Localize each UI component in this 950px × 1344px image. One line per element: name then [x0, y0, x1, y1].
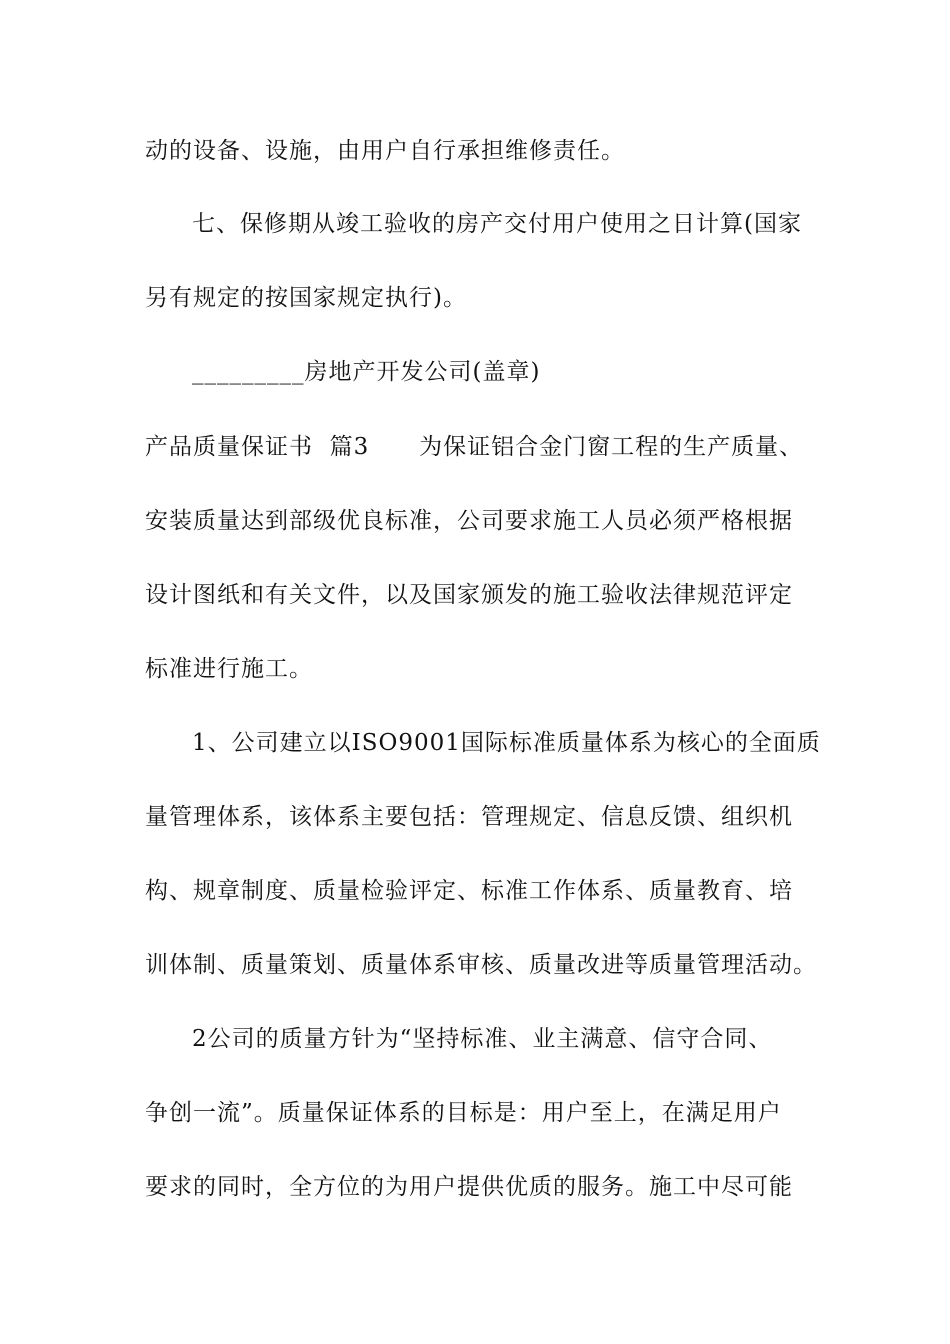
text-line: 争创一流”。质量保证体系的目标是：用户至上，在满足用户 — [145, 1100, 782, 1126]
text-line: 标准进行施工。 — [145, 656, 313, 682]
text-line: 训体制、质量策划、质量体系审核、质量改进等质量管理活动。 — [145, 952, 817, 978]
text-line: 七、保修期从竣工验收的房产交付用户使用之日计算(国家 — [192, 211, 802, 237]
signature-line: _________房地产开发公司(盖章) — [192, 359, 541, 385]
text-line: 2公司的质量方针为“坚持标准、业主满意、信守合同、 — [192, 1026, 773, 1052]
text-line: 另有规定的按国家规定执行)。 — [145, 285, 467, 311]
section-heading-line: 产品质量保证书 篇3 为保证铝合金门窗工程的生产质量、 — [145, 434, 804, 460]
text-line: 设计图纸和有关文件，以及国家颁发的施工验收法律规范评定 — [145, 582, 793, 608]
text-line: 安装质量达到部级优良标准，公司要求施工人员必须严格根据 — [145, 508, 793, 534]
text-line: 要求的同时，全方位的为用户提供优质的服务。施工中尽可能 — [145, 1174, 793, 1200]
text-line: 量管理体系，该体系主要包括：管理规定、信息反馈、组织机 — [145, 804, 793, 830]
text-line: 构、规章制度、质量检验评定、标准工作体系、质量教育、培 — [145, 878, 793, 904]
text-line: 1、公司建立以ISO9001国际标准质量体系为核心的全面质 — [192, 730, 821, 756]
text-line: 动的设备、设施，由用户自行承担维修责任。 — [145, 138, 625, 164]
